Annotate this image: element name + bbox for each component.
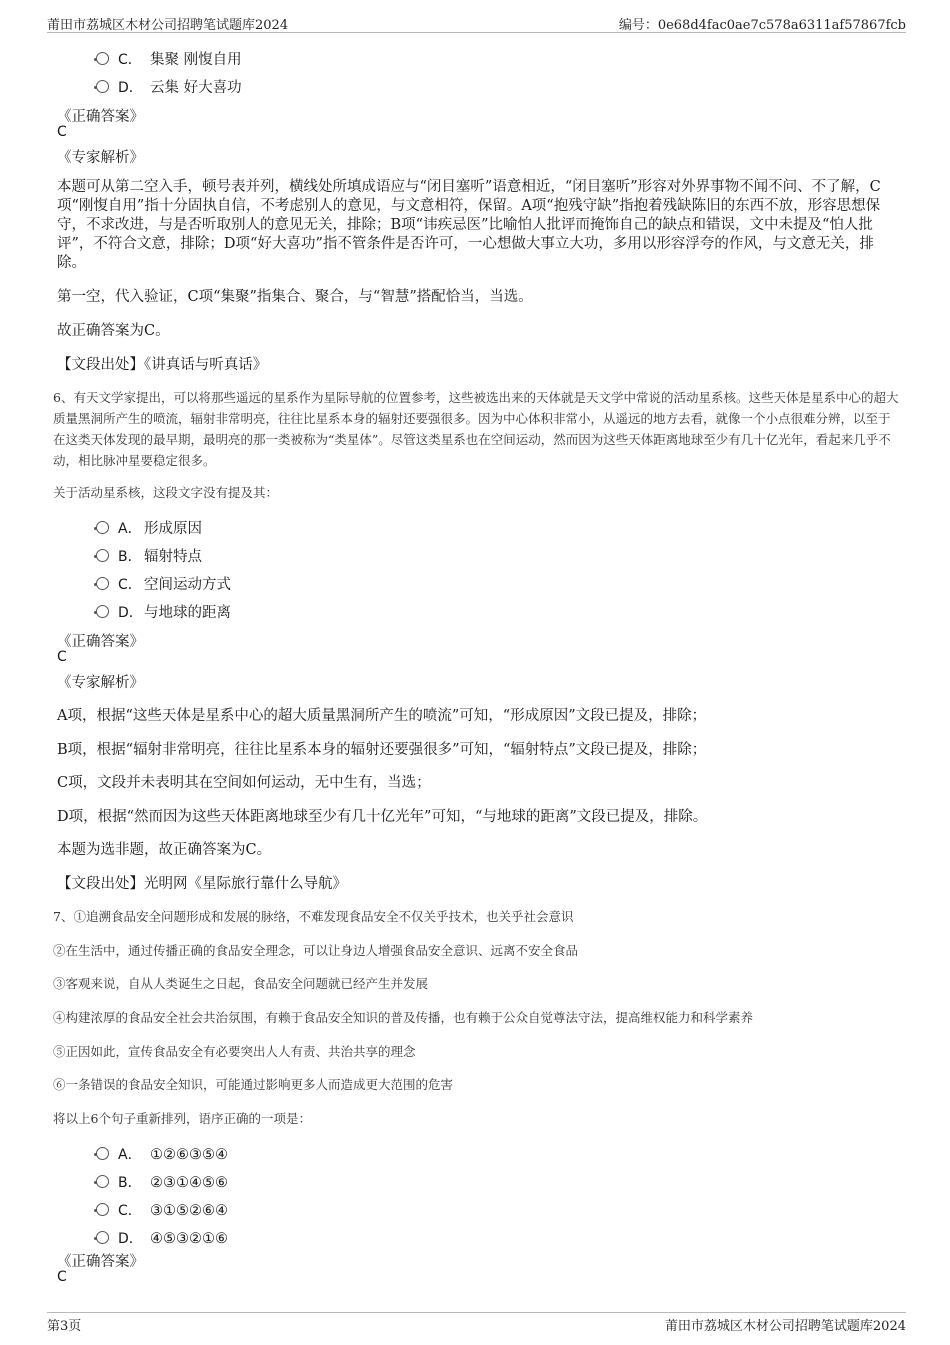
q7-sentence-3: ③客观来说，自从人类诞生之日起，食品安全问题就已经产生并发展 bbox=[53, 976, 429, 991]
q7-sentence-6: ⑥一条错误的食品安全知识，可能通过影响更多人而造成更大范围的危害 bbox=[53, 1077, 454, 1092]
q5-source: 【文段出处】《讲真话与听真话》 bbox=[57, 357, 268, 373]
radio-icon[interactable] bbox=[96, 521, 109, 534]
q5-analysis-2: 第一空，代入验证，C项“集聚”指集合、聚合，与“智慧”搭配恰当，当选。 bbox=[57, 289, 533, 305]
q6-option-b[interactable]: B． 辐射特点 bbox=[96, 545, 202, 566]
page-header bbox=[47, 14, 906, 33]
q7-sentence-1: 7、①追溯食品安全问题形成和发展的脉络，不难发现食品安全不仅关乎技术，也关乎社会意识 bbox=[53, 909, 574, 924]
q6-stem: 6、有天文学家提出，可以将那些遥远的星系作为星际导航的位置参考，这些被选出来的天体就是天文学中常说的活动星系核。这些天体是星系中心的超大质量黑洞所产生的喷流，辐射非常明亮，往往比星系本身的辐射还要强很多。因为中心体积非常小，从遥远的地方去看，就像一个小点很难分辨，以至于在这类天体发现的最早期，最明亮的那一类被称为“类星体”。尽管这类星系也在空间运动，然而因为这些天体距离地球至少有几十亿光年，看起来几乎不动，相比脉冲星要稳定很多。 bbox=[53, 390, 899, 468]
q6-option-c[interactable]: C． 空间运动方式 bbox=[96, 573, 231, 594]
q6-analysis-a: A项，根据“这些天体是星系中心的超大质量黑洞所产生的喷流”可知，“形成原因”文段已提及，排除； bbox=[57, 708, 707, 724]
footer-page-number: 第3页 bbox=[47, 1319, 82, 1334]
q6-analysis-label: 《专家解析》 bbox=[57, 675, 144, 691]
q6-answer: C bbox=[57, 649, 67, 665]
q5-option-c[interactable]: C． 集聚 刚愎自用 bbox=[96, 48, 242, 69]
q7-answer-label: 《正确答案》 bbox=[57, 1254, 144, 1270]
q6-answer-label: 《正确答案》 bbox=[57, 634, 144, 650]
footer-title: 莆田市荔城区木材公司招聘笔试题库2024 bbox=[664, 1319, 906, 1334]
q7-question: 将以上6个句子重新排列，语序正确的一项是： bbox=[53, 1111, 311, 1126]
q7-sentence-4: ④构建浓厚的食品安全社会共治氛围，有赖于食品安全知识的普及传播，也有赖于公众自觉尊法守法，提高维权能力和科学素养 bbox=[53, 1010, 754, 1025]
radio-icon[interactable] bbox=[96, 1147, 109, 1160]
radio-icon[interactable] bbox=[96, 80, 109, 93]
q7-answer: C bbox=[57, 1269, 67, 1285]
q6-analysis-b: B项，根据“辐射非常明亮，往往比星系本身的辐射还要强很多”可知，“辐射特点”文段已提及，排除； bbox=[57, 742, 707, 758]
radio-icon[interactable] bbox=[96, 549, 109, 562]
radio-icon[interactable] bbox=[96, 577, 109, 590]
q5-answer: C bbox=[57, 124, 67, 140]
q5-analysis-1: 本题可从第二空入手，顿号表并列，横线处所填成语应与“闭目塞听”语意相近，“闭目塞听”形容对外界事物不闻不问、不了解，C项“刚愎自用”指十分固执自信，不考虑别人的意见，与文意相符，保留。A项“抱残守缺”指抱着残缺陈旧的东西不放，形容思想保守，不求改进，与是否听取别人的意见无关，排除；B项“讳疾忌医”比喻怕人批评而掩饰自己的缺点和错误，文中未提及“怕人批评”，不符合文意，排除；D项“好大喜功”指不管条件是否许可，一心想做大事立大功，多用以形容浮夸的作风，与文意无关，排除。 bbox=[57, 179, 881, 271]
q5-analysis-label: 《专家解析》 bbox=[57, 150, 144, 166]
q6-analysis-conclusion: 本题为选非题，故正确答案为C。 bbox=[57, 842, 272, 858]
radio-icon[interactable] bbox=[96, 1231, 109, 1244]
q6-analysis-c: C项，文段并未表明其在空间如何运动，无中生有，当选； bbox=[57, 775, 431, 791]
q7-option-c[interactable]: C． ③①⑤②⑥④ bbox=[96, 1200, 228, 1220]
q6-question: 关于活动星系核，这段文字没有提及其： bbox=[53, 485, 279, 500]
q7-sentence-5: ⑤正因如此，宣传食品安全有必要突出人人有责、共治共享的理念 bbox=[53, 1044, 416, 1059]
header-title: 莆田市荔城区木材公司招聘笔试题库2024 bbox=[47, 18, 289, 33]
q5-answer-label: 《正确答案》 bbox=[57, 109, 144, 125]
radio-icon[interactable] bbox=[96, 1175, 109, 1188]
radio-icon[interactable] bbox=[96, 1203, 109, 1216]
q7-option-a[interactable]: A． ①②⑥③⑤④ bbox=[96, 1144, 228, 1164]
radio-icon[interactable] bbox=[96, 605, 109, 618]
radio-icon[interactable] bbox=[96, 52, 109, 65]
q7-sentence-2: ②在生活中，通过传播正确的食品安全理念，可以让身边人增强食品安全意识、远离不安全食品 bbox=[53, 943, 579, 958]
q5-option-d[interactable]: D． 云集 好大喜功 bbox=[96, 76, 242, 97]
q7-option-b[interactable]: B． ②③①④⑤⑥ bbox=[96, 1172, 228, 1192]
q6-option-a[interactable]: A． 形成原因 bbox=[96, 517, 202, 538]
q5-analysis-3: 故正确答案为C。 bbox=[57, 323, 170, 339]
header-serial: 编号：0e68d4fac0ae7c578a6311af57867fcb bbox=[618, 18, 906, 33]
q6-analysis-d: D项，根据“然而因为这些天体距离地球至少有几十亿光年”可知，“与地球的距离”文段已提及，排除。 bbox=[57, 809, 708, 825]
q6-source: 【文段出处】光明网《星际旅行靠什么导航》 bbox=[57, 876, 347, 892]
q6-option-d[interactable]: D．与地球的距离 bbox=[96, 601, 231, 622]
q7-option-d[interactable]: D． ④⑤③②①⑥ bbox=[96, 1228, 228, 1248]
page-footer bbox=[47, 1312, 906, 1335]
